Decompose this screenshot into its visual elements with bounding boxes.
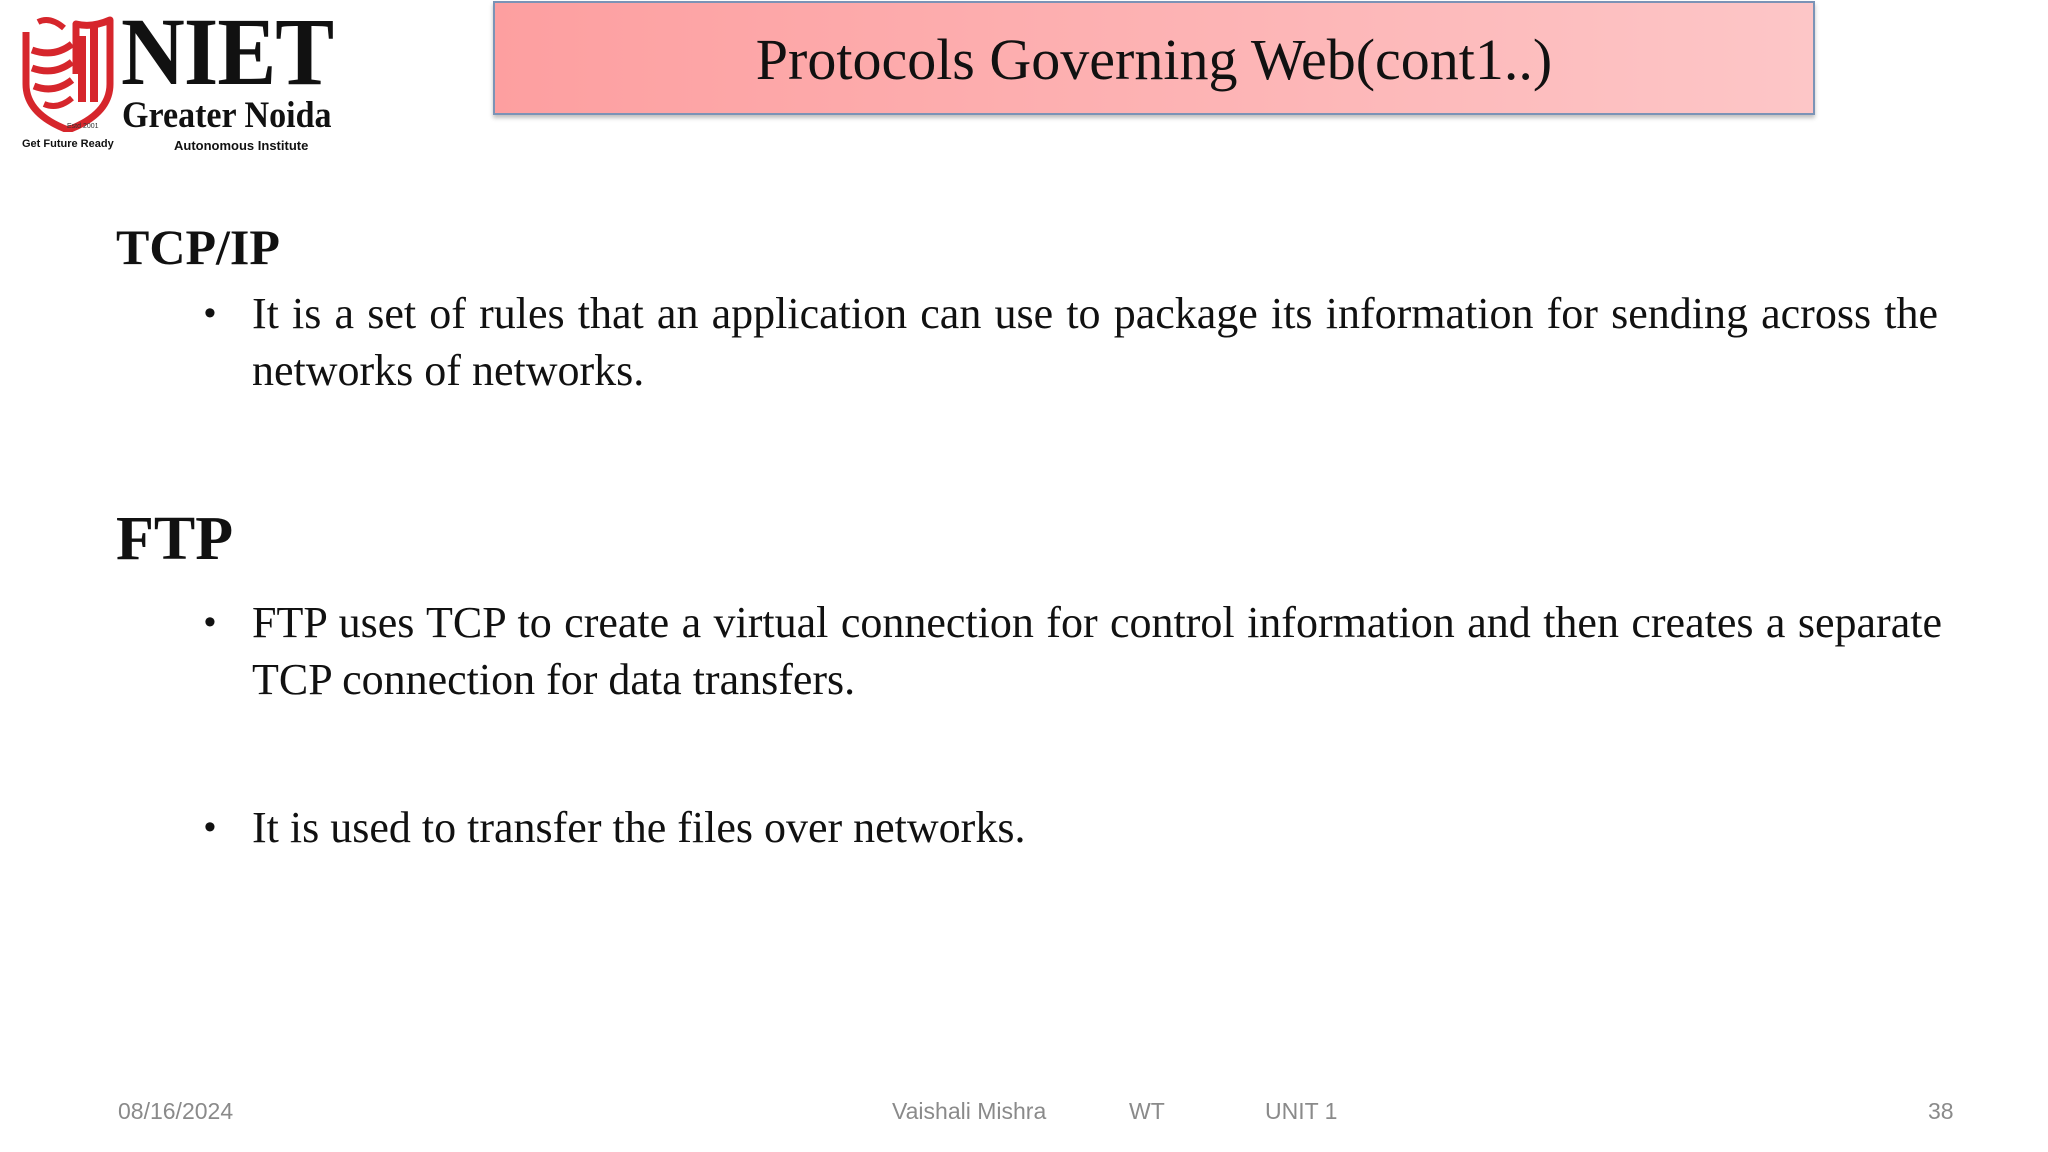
- niet-logo: [14, 0, 374, 160]
- footer-date: 08/16/2024: [118, 1098, 234, 1124]
- niet-emblem-icon: [20, 14, 116, 132]
- footer-subject: WT: [1129, 1098, 1165, 1124]
- logo-city: Greater Noida: [122, 95, 332, 136]
- logo-established: Estd 2001: [67, 123, 99, 130]
- bullet-item: [204, 285, 1938, 399]
- bullet-text: FTP uses TCP to create a virtual connection for control information and then creates a separate TCP connection for data transfers.: [252, 598, 1942, 704]
- footer-unit: UNIT 1: [1265, 1098, 1338, 1124]
- slide-title: Protocols Governing Web(cont1..): [755, 27, 1553, 92]
- logo-institute: Autonomous Institute: [174, 138, 309, 153]
- footer-author: Vaishali Mishra: [892, 1098, 1047, 1124]
- logo-tagline: Get Future Ready: [22, 138, 114, 150]
- bullet-item: [204, 799, 1938, 856]
- bullet-text: It is a set of rules that an application can use to package its information for sending across the networks of networks.: [252, 289, 1938, 395]
- logo-wordmark: NIET: [121, 0, 334, 105]
- section-heading-ftp: FTP: [116, 505, 234, 573]
- title-banner: [493, 1, 1815, 115]
- bullet-text: It is used to transfer the files over networks.: [252, 803, 1026, 852]
- bullet-icon: •: [204, 603, 216, 641]
- bullet-item: [204, 594, 1942, 708]
- bullet-icon: •: [204, 294, 216, 332]
- section-heading-tcp-ip: TCP/IP: [116, 219, 280, 275]
- bullet-icon: •: [204, 808, 216, 846]
- footer-page-number: 38: [1928, 1098, 1954, 1124]
